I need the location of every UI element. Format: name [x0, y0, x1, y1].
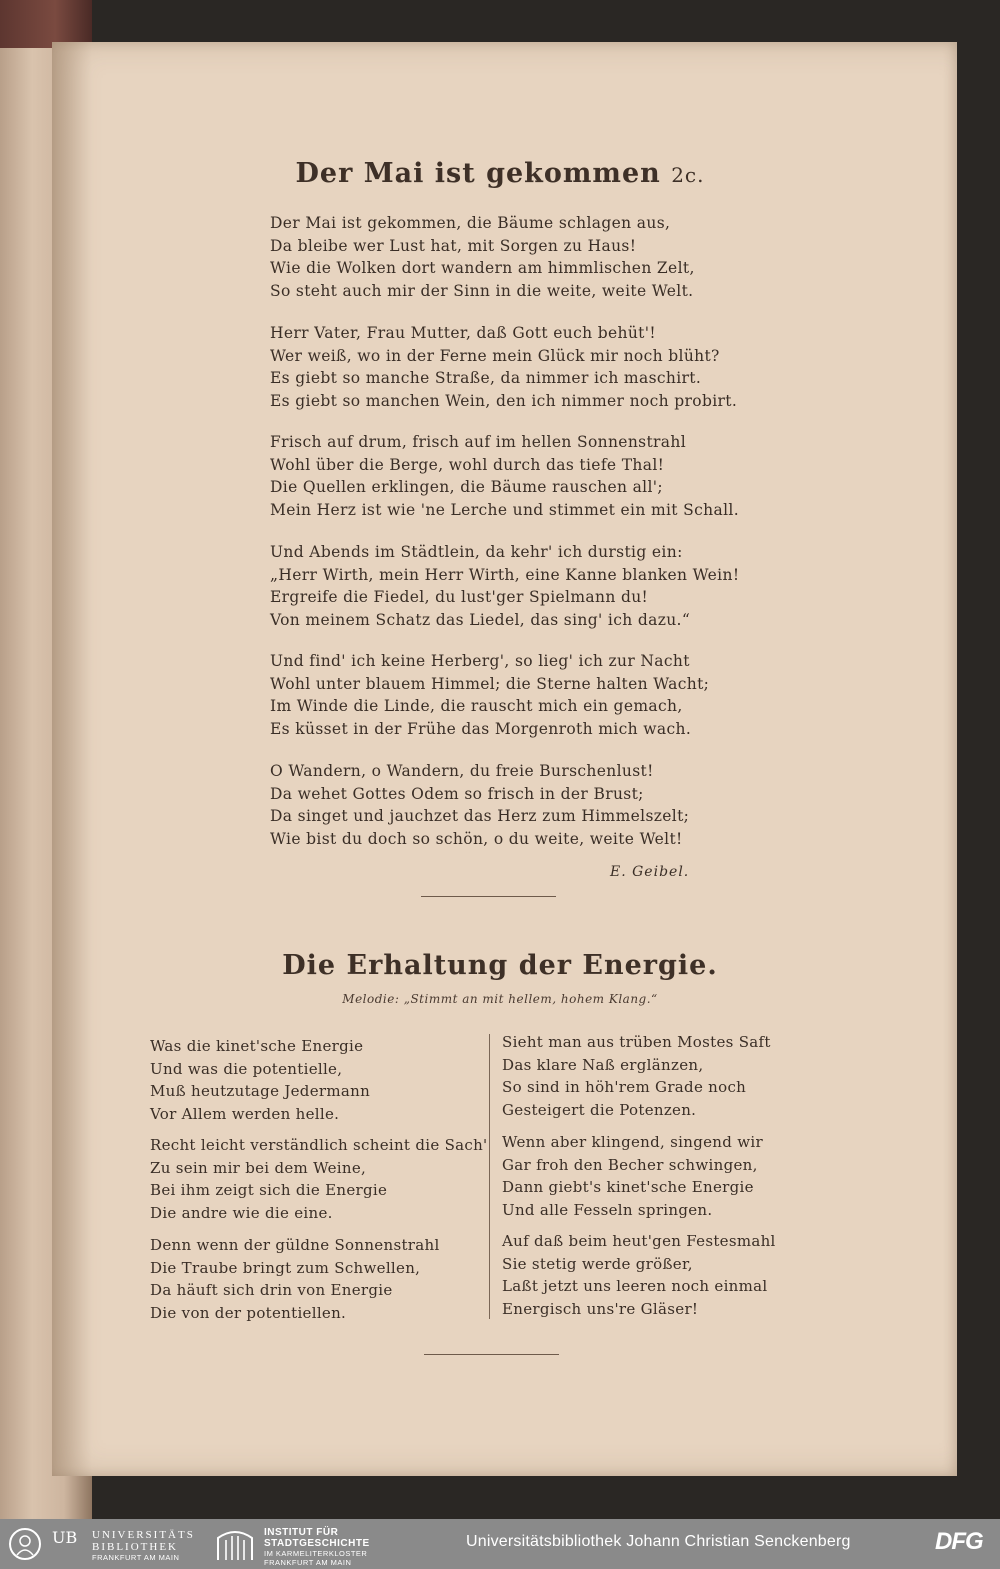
section-divider — [424, 1354, 559, 1355]
poem2-right-stanza-2 — [502, 1131, 842, 1221]
poem1-title — [0, 158, 1000, 189]
verse-line: Von meinem Schatz das Liedel, das sing' ich dazu.“ — [270, 610, 691, 629]
verse-line: Laßt jetzt uns leeren noch einmal — [502, 1277, 768, 1295]
verse-line: Denn wenn der güldne Sonnenstrahl — [150, 1236, 440, 1254]
verse-line: Da bleibe wer Lust hat, mit Sorgen zu Haus! — [270, 236, 637, 255]
verse-line: Die von der potentiellen. — [150, 1303, 347, 1322]
verse-line: Gar froh den Becher schwingen, — [502, 1155, 758, 1174]
poem1-stanza-3 — [270, 431, 740, 521]
poem1-title-suffix: 2c. — [671, 163, 705, 187]
verse-line: Wohl über die Berge, wohl durch das tiefe Thal! — [270, 455, 665, 474]
verse-line: Und alle Fesseln springen. — [502, 1200, 713, 1219]
ub-logo-letters: UB — [52, 1528, 78, 1547]
poem2-title: Die Erhaltung der Energie. — [282, 950, 718, 981]
verse-line: Die andre wie die eine. — [150, 1203, 333, 1222]
ub-line-2: BIBLIOTHEK — [92, 1541, 178, 1553]
verse-line: Sieht man aus trüben Mostes Saft — [502, 1033, 771, 1051]
footer-bar — [0, 1519, 1000, 1569]
poem1-stanza-5 — [270, 650, 740, 740]
poem1-title-text: Der Mai ist gekommen — [295, 158, 661, 189]
verse-line: Da häuft sich drin von Energie — [150, 1281, 393, 1299]
poem2-right-stanza-1 — [502, 1031, 842, 1121]
isg-line-1: INSTITUT FÜR — [264, 1527, 339, 1538]
verse-line: Ergreife die Fiedel, du lust'ger Spielmann du! — [270, 588, 649, 607]
verse-line: Es giebt so manchen Wein, den ich nimmer noch probirt. — [270, 391, 738, 410]
verse-line: Es giebt so manche Straße, da nimmer ich maschirt. — [270, 369, 702, 388]
verse-line: Und Abends im Städtlein, da kehr' ich durstig ein: — [270, 543, 683, 561]
verse-line: Muß heutzutage Jedermann — [150, 1082, 371, 1100]
section-divider — [421, 896, 556, 897]
isg-line-2: STADTGESCHICHTE — [264, 1538, 370, 1549]
verse-line: Was die kinet'sche Energie — [150, 1037, 364, 1055]
verse-line: Wie die Wolken dort wandern am himmlischen Zelt, — [270, 259, 695, 278]
verse-line: Energisch uns're Gläser! — [502, 1299, 699, 1318]
verse-line: Zu sein mir bei dem Weine, — [150, 1158, 367, 1177]
verse-line: Die Traube bringt zum Schwellen, — [150, 1258, 421, 1277]
isg-building-icon — [214, 1526, 256, 1562]
dfg-logo: DFG — [935, 1528, 983, 1555]
book-cover-corner — [0, 0, 92, 48]
verse-line: Dann giebt's kinet'sche Energie — [502, 1178, 754, 1196]
verse-line: Auf daß beim heut'gen Festesmahl — [502, 1232, 776, 1250]
verse-line: „Herr Wirth, mein Herr Wirth, eine Kanne blanken Wein! — [270, 565, 740, 584]
poem1-stanza-2 — [270, 322, 740, 412]
verse-line: Bei ihm zeigt sich die Energie — [150, 1181, 388, 1199]
verse-line: Gesteigert die Potenzen. — [502, 1100, 697, 1119]
poem2-left-stanza-1 — [150, 1035, 490, 1125]
poem2-left-stanza-3 — [150, 1234, 490, 1324]
library-name: Universitätsbibliothek Johann Christian Senckenberg — [466, 1533, 851, 1550]
ub-line-1: UNIVERSITÄTS — [92, 1529, 195, 1541]
verse-line: Und was die potentielle, — [150, 1059, 343, 1078]
poem2-right-stanza-3 — [502, 1230, 842, 1320]
poem1-stanza-1 — [270, 212, 740, 302]
page-fold-shadow — [52, 42, 92, 1476]
verse-line: So steht auch mir der Sinn in die weite, weite Welt. — [270, 281, 694, 300]
ub-logo-text — [92, 1529, 212, 1562]
poem2-left-stanza-2 — [150, 1134, 490, 1224]
verse-line: Sie stetig werde größer, — [502, 1254, 693, 1273]
verse-line: Wer weiß, wo in der Ferne mein Glück mir noch blüht? — [270, 346, 720, 365]
verse-line: Da singet und jauchzet das Herz zum Himmelszelt; — [270, 807, 690, 826]
verse-line: Es küsset in der Frühe das Morgenroth mich wach. — [270, 719, 692, 738]
isg-logo-text — [264, 1527, 370, 1567]
poem1-stanza-6 — [270, 760, 740, 850]
poem2-melody: Melodie: „Stimmt an mit hellem, hohem Klang.“ — [342, 992, 658, 1006]
verse-line: Im Winde die Linde, die rauscht mich ein gemach, — [270, 697, 683, 716]
verse-line: Und find' ich keine Herberg', so lieg' ich zur Nacht — [270, 652, 690, 670]
verse-line: Die Quellen erklingen, die Bäume rauschen all'; — [270, 478, 663, 497]
isg-line-3: IM KARMELITERKLOSTER — [264, 1549, 368, 1558]
verse-line: Vor Allem werden helle. — [150, 1104, 340, 1123]
poem1-stanza-4 — [270, 541, 740, 631]
verse-line: Recht leicht verständlich scheint die Sach' — [150, 1136, 488, 1154]
verse-line: Der Mai ist gekommen, die Bäume schlagen aus, — [270, 214, 671, 232]
verse-line: Das klare Naß erglänzen, — [502, 1055, 704, 1074]
verse-line: O Wandern, o Wandern, du freie Burschenlust! — [270, 762, 654, 780]
ub-line-3: FRANKFURT AM MAIN — [92, 1553, 180, 1562]
verse-line: Wohl unter blauem Himmel; die Sterne halten Wacht; — [270, 674, 710, 693]
verse-line: Herr Vater, Frau Mutter, daß Gott euch behüt'! — [270, 324, 656, 342]
verse-line: Wenn aber klingend, singend wir — [502, 1133, 763, 1151]
verse-line: Wie bist du doch so schön, o du weite, weite Welt! — [270, 829, 683, 848]
verse-line: Mein Herz ist wie 'ne Lerche und stimmet ein mit Schall. — [270, 500, 739, 519]
column-divider — [489, 1034, 490, 1319]
verse-line: Da wehet Gottes Odem so frisch in der Brust; — [270, 784, 644, 803]
verse-line: Frisch auf drum, frisch auf im hellen Sonnenstrahl — [270, 433, 687, 451]
poem1-author: E. Geibel. — [610, 864, 690, 880]
verse-line: So sind in höh'rem Grade noch — [502, 1078, 747, 1096]
ub-seal-icon — [8, 1527, 52, 1561]
isg-line-4: FRANKFURT AM MAIN — [264, 1558, 352, 1567]
